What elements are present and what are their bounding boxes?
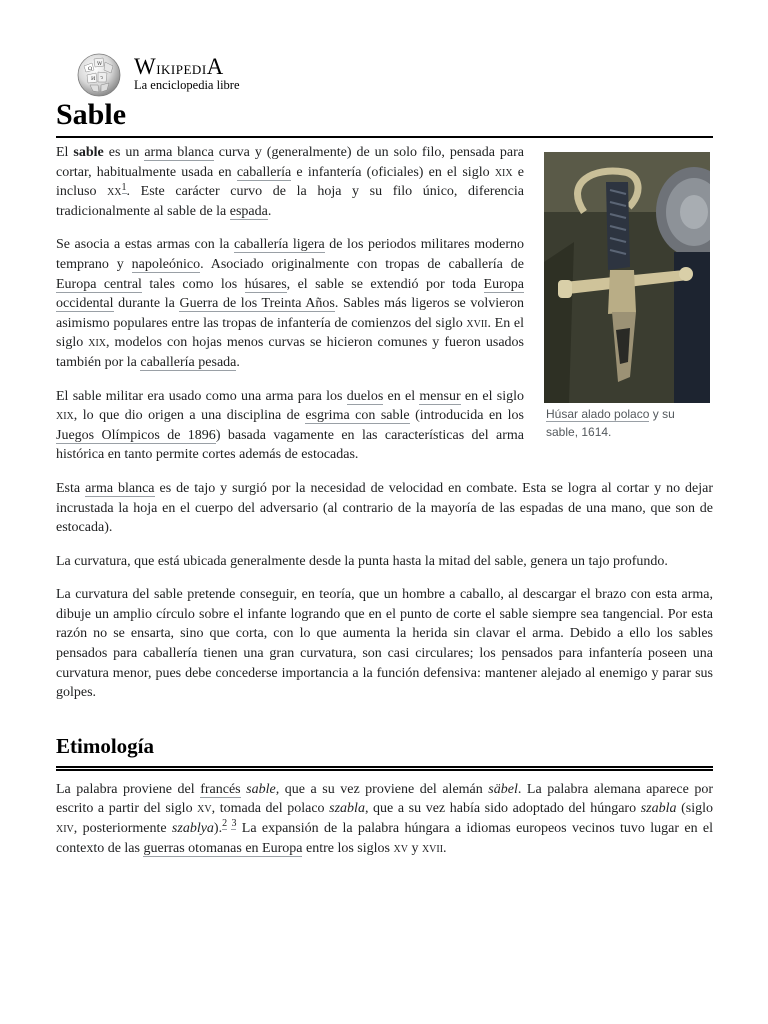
link-europa-central[interactable]: Europa central: [56, 276, 142, 292]
link-napoleonico[interactable]: napoleónico: [131, 256, 201, 272]
intro-paragraph-1: El sable es un arma blanca curva y (generalmente) de un solo filo, pensada para cortar, habitualmente usada en caballería e infantería (oficiales) en el siglo xix e incluso $xx^1$. Este carácter curvo de la hoja y su filo único, diferencia tradicionalmente al sable de la espada.: [56, 145, 525, 219]
link-guerra-treinta-anos[interactable]: Guerra de los Treinta Años: [179, 296, 335, 312]
wikipedia-logo[interactable]: [74, 52, 274, 98]
svg-text:Ω: Ω: [88, 66, 93, 72]
link-duelos[interactable]: duelos: [346, 388, 384, 404]
link-guerras-otomanas[interactable]: guerras otomanas en Europa: [143, 840, 303, 856]
link-caballeria-ligera[interactable]: caballería ligera: [233, 237, 325, 253]
link-europa-occidental[interactable]: Europa occidental: [56, 276, 524, 312]
svg-text:W: W: [97, 61, 103, 67]
section-heading-etimologia: Etimología: [56, 731, 713, 771]
intro-paragraph-5: La curvatura, que está ubicada generalmente desde la punta hasta la mitad del sable, genera un tajo profundo.: [56, 553, 668, 569]
intro-paragraph-2: Se asocia a estas armas con la caballería ligera de los periodos militares moderno temprano y napoleónico. Asociado originalmente con tropas de caballería de Europa central tales como los húsares, el sable se extendió por toda Europa occidental durante la Guerra de los Treinta Años. Sables más ligeros se volvieron asimismo populares entre las tropas de infantería de comienzos del siglo xvii. En el siglo xix, modelos con hojas menos curvas se hicieron comunes y fueron usados también por la caballería pesada.: [56, 237, 524, 370]
hussar-saber-image[interactable]: [544, 152, 710, 403]
link-caballeria-pesada[interactable]: caballería pesada: [140, 354, 237, 370]
intro-paragraph-3: El sable militar era usado como una arma para los duelos en el mensur en el siglo xix, lo que dio origen a una disciplina de esgrima con sable (introducida en los Juegos Olímpicos de 1896) basada vagamente en las características del arma histórica en tanto permite cortes además de estocadas.: [56, 388, 525, 463]
wikipedia-tagline: La enciclopedia libre: [134, 78, 240, 92]
wikipedia-wordmark: WikipediA: [134, 54, 224, 79]
caption-link-husar[interactable]: Húsar alado polaco: [546, 407, 650, 421]
article-body: [56, 143, 713, 872]
link-husares[interactable]: húsares: [244, 276, 287, 292]
page-title: Sable: [56, 98, 127, 131]
figure-caption: Húsar alado polaco y su sable, 1614.: [546, 407, 675, 439]
link-frances[interactable]: francés: [200, 781, 241, 797]
intro-paragraph-4: Esta arma blanca es de tajo y surgió por la necesidad de velocidad en combate. Esta se logra al cortar y no dejar incrustada la hoja en el cuerpo del adversario (al contrario de la mayoría de las espadas de una mano, que son de estocada).: [56, 480, 714, 536]
link-juegos-olimpicos-1896[interactable]: Juegos Olímpicos de 1896: [56, 427, 216, 443]
link-arma-blanca[interactable]: arma blanca: [144, 145, 214, 160]
link-espada[interactable]: espada: [229, 203, 268, 219]
etimologia-paragraph: La palabra proviene del francés sable, que a su vez proviene del alemán säbel. La palabra alemana aparece por escrito a partir del siglo xv, tomada del polaco szabla, que a su vez había sido adoptado del húngaro szabla (siglo xiv, posteriormente szablya).$^{2 3}$ La expansión de la palabra húngara a idiomas europeos vecinos tuvo lugar en el contexto de las guerras otomanas en Europa entre los siglos xv y xvii.: [56, 781, 714, 856]
svg-text:ว: ว: [100, 75, 103, 81]
reference-2[interactable]: 2: [222, 818, 228, 830]
link-arma-blanca-2[interactable]: arma blanca: [85, 480, 155, 496]
reference-1[interactable]: 1: [121, 181, 127, 193]
intro-paragraph-6: La curvatura del sable pretende conseguir, en teoría, que un hombre a caballo, al descargar el brazo con esta arma, dibuje un amplio círculo sobre el infante logrando que en el punto de corte el sable siempre sea tangencial. Por esta razón no se ensarta, sino que corta, con lo que aumenta la herida sin clavar el arma. Debido a ello los sables pensados para caballería tienen una gran curvatura, son casi circulares; los pensados para infantería poseen una curvatura menor, pues debe concederse importancia a la función defensiva: mantener alejado al enemigo y parar sus golpes.: [56, 587, 713, 701]
reference-3[interactable]: 3: [231, 818, 237, 830]
link-esgrima-con-sable[interactable]: esgrima con sable: [305, 408, 410, 424]
title-divider: [56, 136, 713, 138]
link-caballeria[interactable]: caballería: [236, 164, 292, 180]
wikipedia-globe-icon: [74, 52, 124, 98]
article-figure: [544, 152, 710, 441]
link-mensur[interactable]: mensur: [419, 388, 461, 404]
svg-text:И: И: [91, 76, 96, 82]
